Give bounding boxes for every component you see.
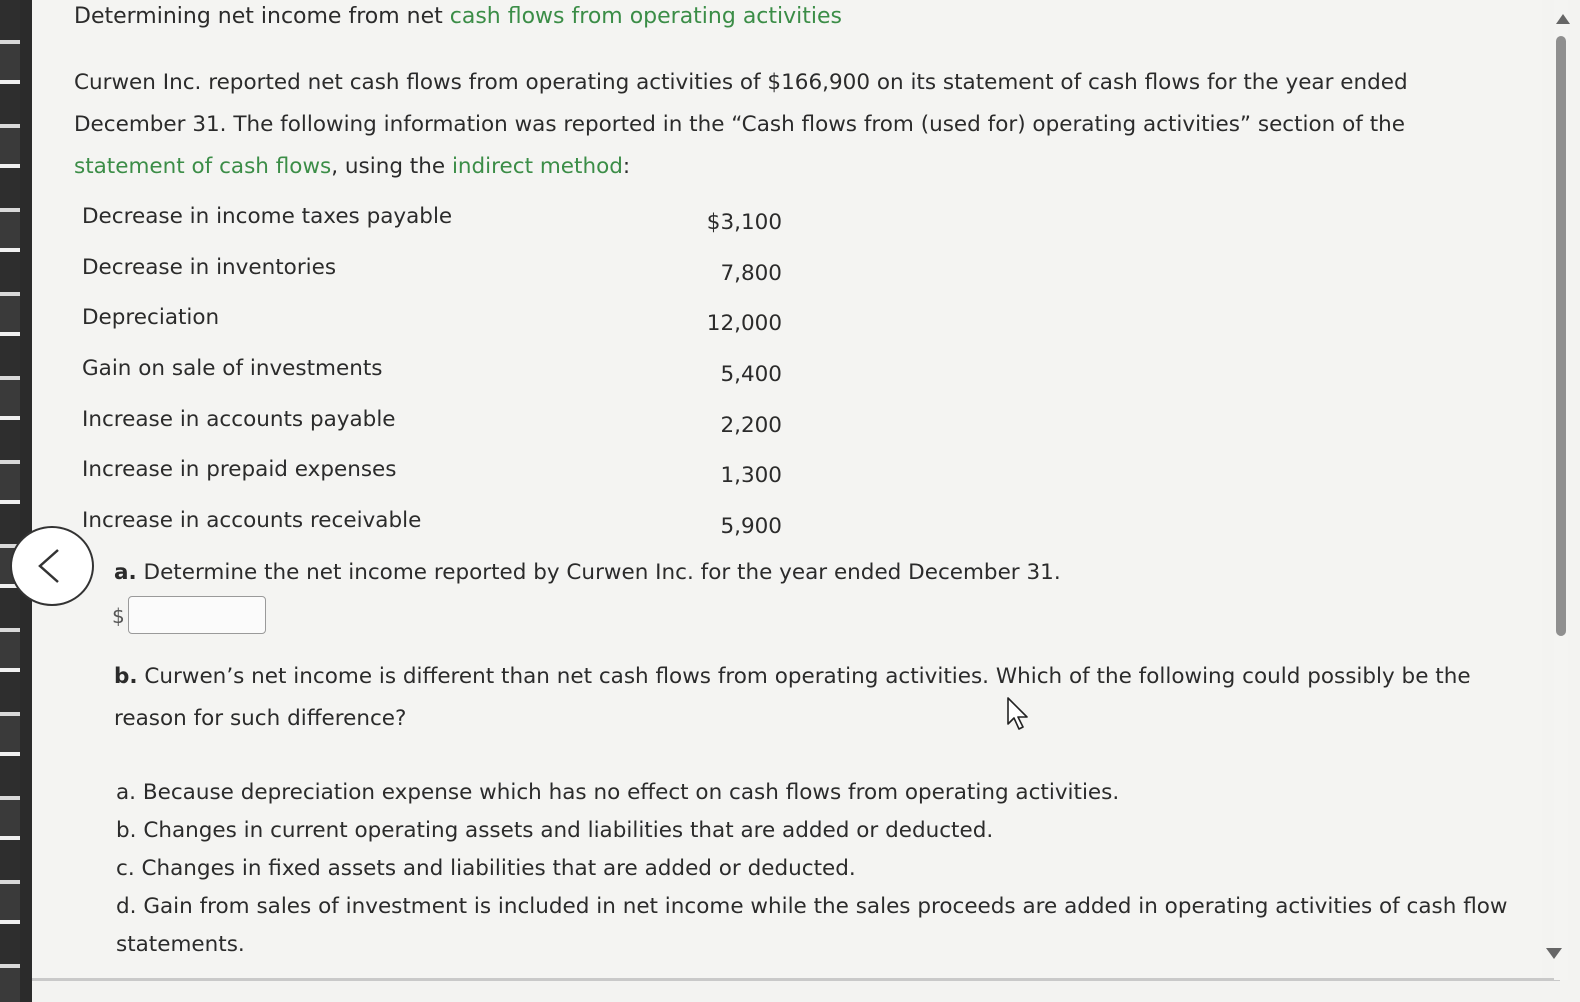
scroll-down-arrow-icon[interactable] — [1546, 948, 1562, 959]
item-amount: 5,400 — [720, 362, 782, 388]
scroll-up-arrow-icon[interactable] — [1556, 14, 1570, 24]
item-label: Increase in accounts receivable — [82, 508, 422, 534]
screen-edge — [20, 0, 32, 1002]
item-amount: $3,100 — [706, 210, 782, 235]
item-amount: 1,300 — [720, 463, 782, 489]
content-page — [32, 0, 1542, 980]
item-label: Increase in prepaid expenses — [82, 457, 397, 483]
intro-text-3: : — [622, 154, 631, 179]
question-b-letter: b. — [114, 664, 138, 689]
operating-items-table — [82, 198, 782, 553]
option-a[interactable]: a. Because depreciation expense which has no effect on cash flows from operating activities. — [116, 780, 1120, 805]
item-amount: 12,000 — [706, 311, 782, 337]
question-a-letter: a. — [114, 560, 137, 585]
option-d[interactable]: d. Gain from sales of investment is included in net income while the sales proceeds are added in operating activities of cash flow statements. — [116, 894, 1508, 957]
question-b-text: Curwen’s net income is different than net cash flows from operating activities. Which of the following could possibly be the reason for such difference? — [114, 664, 1471, 731]
item-label: Decrease in inventories — [82, 254, 337, 280]
question-b — [114, 656, 1514, 740]
net-income-input[interactable] — [128, 596, 266, 634]
item-row — [82, 502, 782, 553]
item-label: Increase in accounts payable — [82, 406, 396, 432]
question-a — [114, 560, 1061, 585]
problem-intro — [74, 62, 1474, 188]
item-amount: 7,800 — [720, 260, 782, 286]
item-row — [82, 451, 782, 502]
answer-options — [116, 774, 1536, 964]
intro-text-2: , using the — [331, 154, 452, 179]
item-row — [82, 350, 782, 401]
item-amount: 2,200 — [720, 412, 782, 438]
option-b[interactable]: b. Changes in current operating assets and liabilities that are added or deducted. — [116, 818, 994, 843]
page-heading — [74, 4, 842, 29]
item-label: Gain on sale of investments — [82, 356, 383, 382]
heading-link-cash-flows[interactable]: cash flows from operating activities — [449, 4, 843, 29]
back-button[interactable] — [10, 526, 94, 606]
link-statement-of-cash-flows[interactable]: statement of cash flows — [74, 154, 332, 179]
link-indirect-method[interactable]: indirect method — [451, 154, 623, 179]
item-row — [82, 249, 782, 300]
currency-symbol: $ — [112, 604, 125, 628]
scrollbar-thumb[interactable] — [1556, 36, 1566, 636]
item-row — [82, 198, 782, 249]
item-row — [82, 299, 782, 350]
intro-text-1: Curwen Inc. reported net cash flows from operating activities of $166,900 on its statement of cash flows for the year ended December 31. The following information was reported in the “Cash flows from (used for) operating activities” section of the — [74, 70, 1408, 137]
device-bezel — [0, 0, 20, 1002]
item-label: Depreciation — [82, 305, 220, 331]
heading-text: Determining net income from net — [74, 4, 450, 29]
mouse-cursor-icon — [1006, 696, 1032, 732]
option-c[interactable]: c. Changes in fixed assets and liabilities that are added or deducted. — [116, 856, 856, 881]
question-a-text: Determine the net income reported by Curwen Inc. for the year ended December 31. — [136, 560, 1061, 585]
item-row — [82, 401, 782, 452]
page-bottom-border — [32, 978, 1560, 981]
chevron-left-icon — [36, 546, 62, 586]
item-amount: 5,900 — [720, 514, 782, 540]
item-label: Decrease in income taxes payable — [82, 204, 453, 229]
